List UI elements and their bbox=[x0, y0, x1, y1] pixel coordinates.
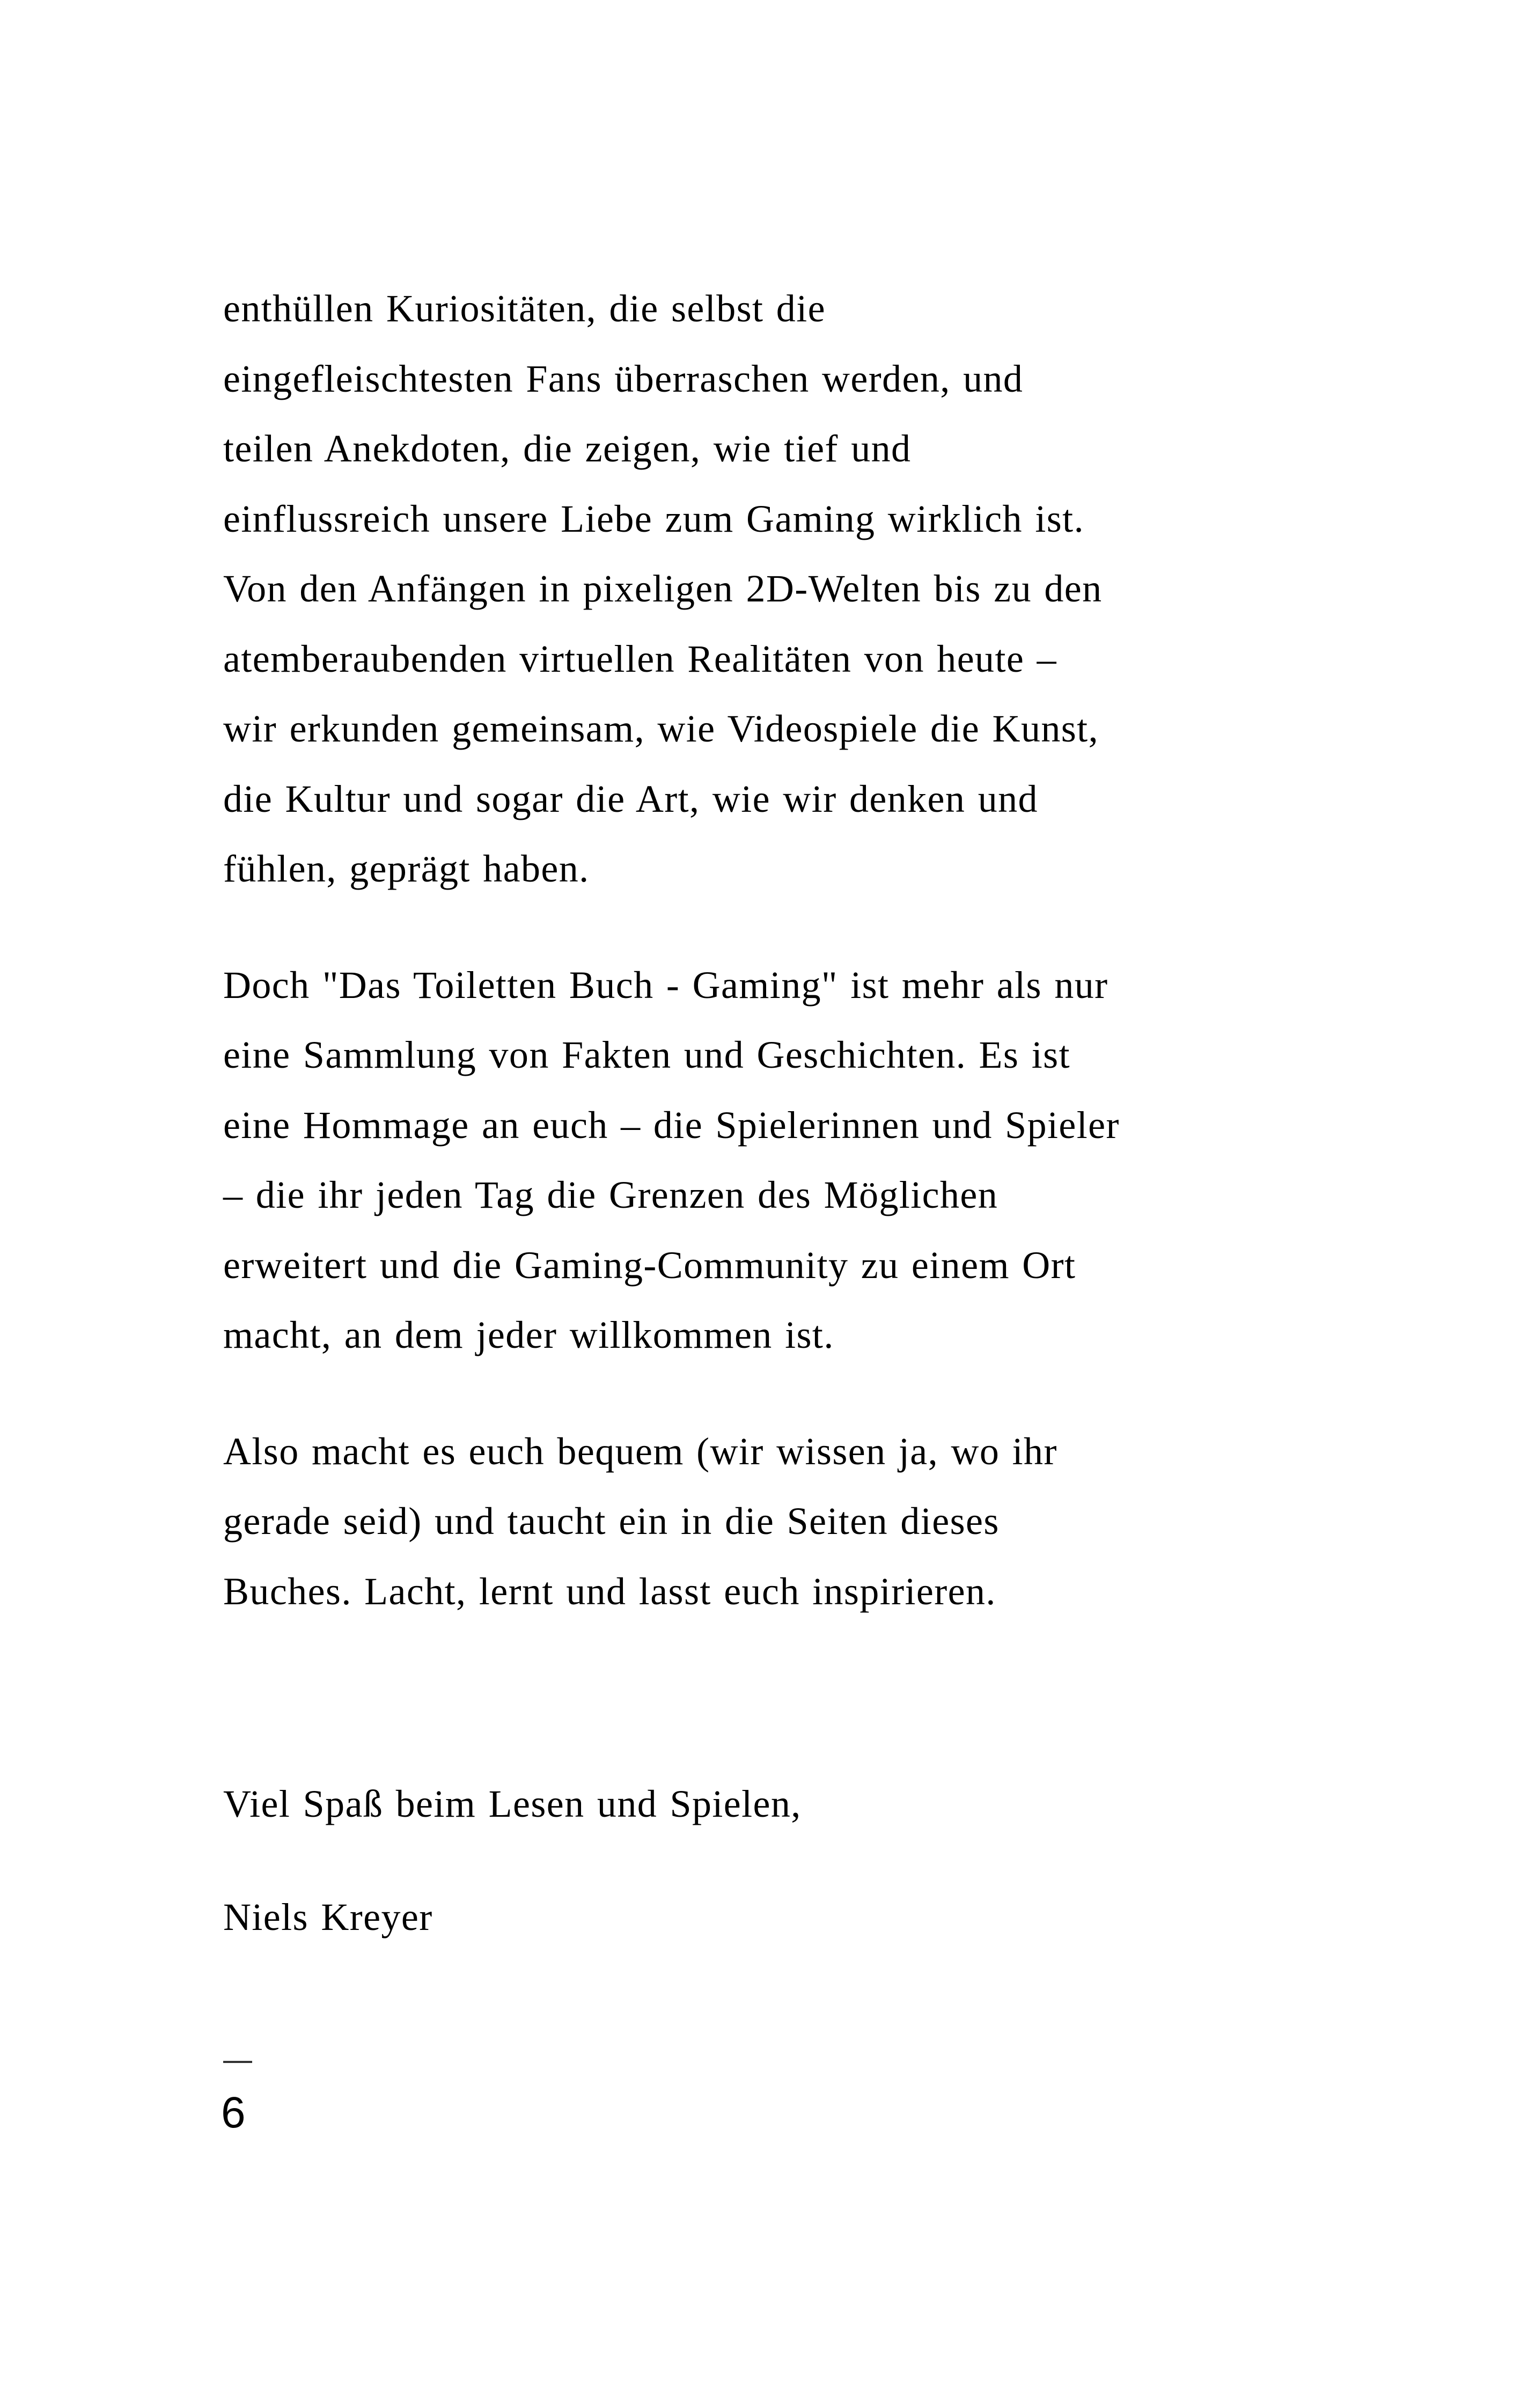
paragraph-spacer bbox=[223, 1839, 1243, 1882]
text-line: macht, an dem jeder willkommen ist. bbox=[223, 1313, 834, 1356]
paragraph-3 bbox=[223, 1416, 1243, 1627]
text-line: teilen Anekdoten, die zeigen, wie tief und bbox=[223, 427, 912, 470]
paragraph-spacer bbox=[223, 1370, 1243, 1416]
text-line: eingefleischtesten Fans überraschen werden, und bbox=[223, 357, 1024, 400]
text-line: die Kultur und sogar die Art, wie wir denken und bbox=[223, 777, 1038, 820]
text-line: eine Hommage an euch – die Spielerinnen und Spieler bbox=[223, 1103, 1120, 1147]
page-number: 6 bbox=[221, 2088, 246, 2137]
text-line: – die ihr jeden Tag die Grenzen des Möglichen bbox=[223, 1173, 998, 1216]
text-line: enthüllen Kuriositäten, die selbst die bbox=[223, 287, 826, 330]
paragraph-spacer bbox=[223, 1626, 1243, 1769]
text-line: Doch "Das Toiletten Buch - Gaming" ist mehr als nur bbox=[223, 963, 1108, 1007]
author-signature: Niels Kreyer bbox=[223, 1895, 433, 1939]
text-line: eine Sammlung von Fakten und Geschichten. Es ist bbox=[223, 1033, 1070, 1076]
paragraph-spacer bbox=[223, 904, 1243, 950]
text-line: atemberaubenden virtuellen Realitäten von heute – bbox=[223, 637, 1057, 680]
paragraph-1 bbox=[223, 274, 1243, 904]
text-line: einflussreich unsere Liebe zum Gaming wirklich ist. bbox=[223, 497, 1084, 540]
text-line: fühlen, geprägt haben. bbox=[223, 847, 590, 890]
text-line: Von den Anfängen in pixeligen 2D-Welten bis zu den bbox=[223, 567, 1103, 610]
text-line: wir erkunden gemeinsam, wie Videospiele die Kunst, bbox=[223, 707, 1099, 750]
text-line: erweitert und die Gaming-Community zu einem Ort bbox=[223, 1243, 1076, 1287]
text-line: Buches. Lacht, lernt und lasst euch inspirieren. bbox=[223, 1569, 996, 1613]
paragraph-2 bbox=[223, 950, 1243, 1370]
text-line: Also macht es euch bequem (wir wissen ja, wo ihr bbox=[223, 1429, 1057, 1473]
text-line: gerade seid) und taucht ein in die Seiten dieses bbox=[223, 1500, 1000, 1543]
closing-line: Viel Spaß beim Lesen und Spielen, bbox=[223, 1782, 802, 1825]
body-text bbox=[223, 274, 1243, 1952]
footer-divider bbox=[223, 2061, 252, 2063]
